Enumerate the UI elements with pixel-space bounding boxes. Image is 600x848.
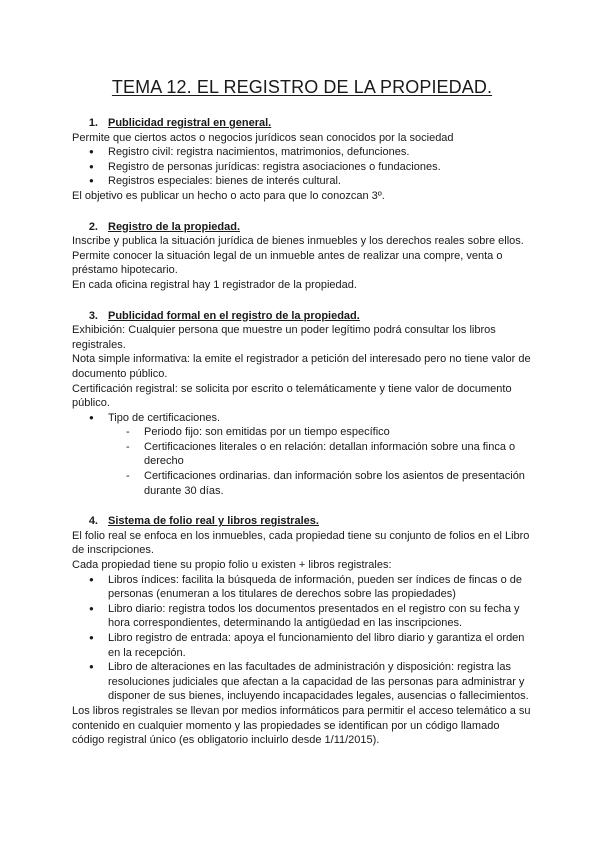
section-number: 3.	[88, 309, 98, 322]
paragraph: Permite que ciertos actos o negocios jurídicos sean conocidos por la sociedad	[72, 131, 454, 144]
section-title: Registro de la propiedad.	[108, 220, 241, 233]
paragraph: Los libros registrales se llevan por medios informáticos para permitir el acceso telemático a su contenido en cualquier momento y las propiedades se identifican por un código llamado código registral único (es obligatorio incluirlo desde 1/11/2015).	[72, 704, 531, 747]
dash-list	[108, 425, 532, 498]
paragraph: Inscribe y publica la situación jurídica de bienes inmuebles y los derechos reales sobre ellos.	[72, 235, 524, 248]
list-item: ● Libro de alteraciones en las facultades de administración y disposición: registra las resoluciones judiciales que afectan a la capacidad de las personas para administrar y disponer de sus bienes, incluyendo incapacidades legales, ausencias o fallecimientos.	[72, 660, 532, 704]
list-item: ● Libro registro de entrada: apoya el funcionamiento del libro diario y garantiza el orden en la recepción.	[72, 631, 532, 660]
bullet-list	[72, 145, 532, 189]
paragraph: El objetivo es publicar un hecho o acto para que lo conozcan 3º.	[72, 189, 385, 202]
paragraph: Nota simple informativa: la emite el registrador a petición del interesado pero no tiene valor de documento público.	[72, 353, 531, 380]
dash-item: - Periodo fijo: son emitidas por un tiempo específico	[108, 425, 532, 440]
section-number: 1.	[88, 117, 98, 129]
paragraph: En cada oficina registral hay 1 registrador de la propiedad.	[72, 278, 357, 291]
bullet-list	[72, 573, 532, 704]
section-number: 4.	[88, 515, 98, 528]
section-heading	[72, 116, 532, 131]
paragraph: Permite conocer la situación legal de un inmueble antes de realizar una compre, venta o préstamo hipotecario.	[72, 249, 503, 277]
section-number: 2.	[88, 220, 98, 233]
section-title: Publicidad registral en general.	[108, 117, 272, 129]
bullet-list	[72, 411, 532, 499]
page-title: TEMA 12. EL REGISTRO DE LA PROPIEDAD.	[111, 77, 493, 97]
list-item: ● Registro civil: registra nacimientos, matrimonios, defunciones.	[72, 145, 532, 160]
list-item	[72, 411, 532, 499]
section-heading	[72, 309, 532, 324]
paragraph: Cada propiedad tiene su propio folio u existen + libros registrales:	[72, 559, 392, 572]
section-title: Publicidad formal en el registro de la propiedad.	[108, 309, 360, 322]
paragraph: Certificación registral: se solicita por escrito o telemáticamente y tiene valor de documento público.	[72, 382, 512, 410]
dash-item: - Certificaciones literales o en relación: detallan información sobre una finca o derecho	[108, 440, 532, 469]
paragraph: Exhibición: Cualquier persona que muestre un poder legítimo podrá consultar los libros registrales.	[72, 324, 496, 351]
section-heading	[72, 514, 532, 529]
list-item: ● Registros especiales: bienes de interés cultural.	[72, 174, 532, 189]
paragraph: El folio real se enfoca en los inmuebles, cada propiedad tiene su conjunto de folios en el Libro de inscripciones.	[72, 529, 530, 557]
list-item: ● Libro diario: registra todos los documentos presentados en el registro con su fecha y hora correspondientes, determinando la antigüedad en las inscripciones.	[72, 602, 532, 631]
list-item: ● Libros índices: facilita la búsqueda de información, pueden ser índices de fincas o de personas (enumeran a los titulares de derechos sobre las propiedades)	[72, 573, 532, 602]
list-item: ● Registro de personas jurídicas: registra asociaciones o fundaciones.	[72, 160, 532, 175]
dash-item: - Certificaciones ordinarias. dan información sobre los asientos de presentación durante 30 días.	[108, 469, 532, 498]
section-heading	[72, 220, 532, 235]
document-page	[72, 72, 532, 748]
list-item-label: Tipo de certificaciones.	[108, 411, 221, 424]
section-title: Sistema de folio real y libros registrales.	[108, 515, 319, 528]
